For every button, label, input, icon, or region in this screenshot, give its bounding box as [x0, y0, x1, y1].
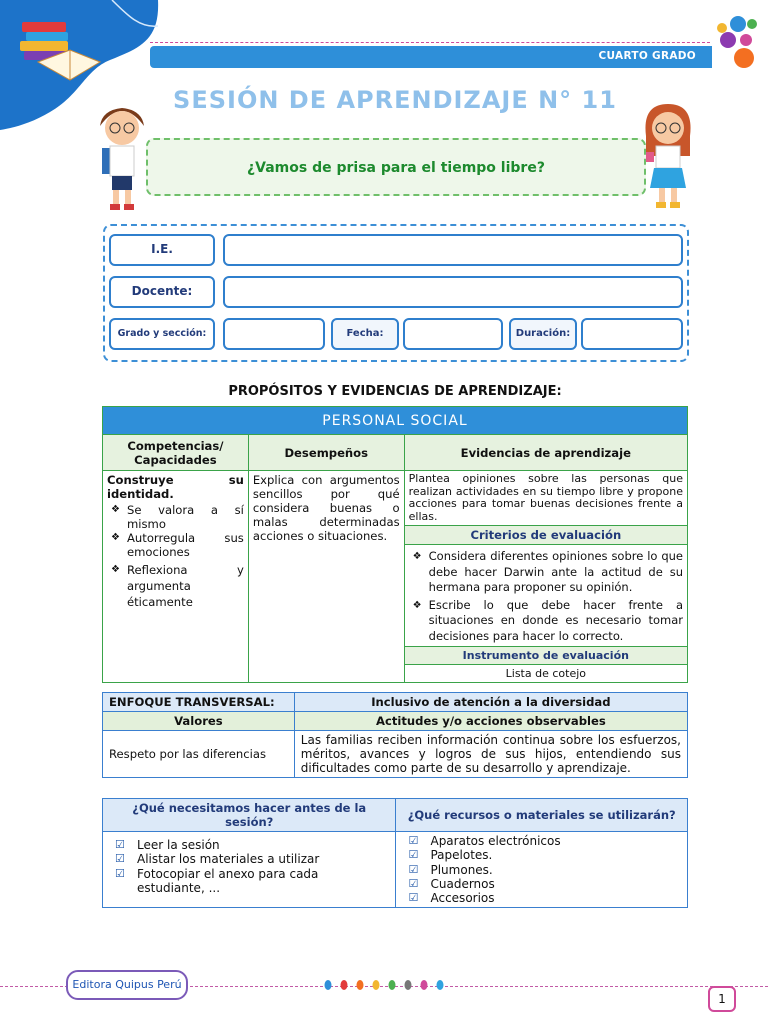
purposes-table	[102, 406, 688, 683]
recurso-item: ☑ Aparatos electrónicos	[402, 834, 681, 848]
actitudes-header: Actitudes y/o acciones observables	[294, 712, 687, 731]
antes-cell	[103, 832, 396, 908]
instrumento-title: Instrumento de evaluación	[404, 647, 687, 665]
antes-header: ¿Qué necesitamos hacer antes de la sesión?	[103, 799, 396, 832]
info-box	[103, 224, 689, 362]
actitud: Las familias reciben información continua sobre los esfuerzos, méritos, avances y logros de sus hijos, entendiendo sus dificultades como parte de su desarrollo y aprendizaje.	[294, 731, 687, 778]
criterios-title: Criterios de evaluación	[404, 526, 687, 545]
recurso-item: ☑ Papelotes.	[402, 848, 681, 862]
recurso-item: ☑ Cuadernos	[402, 877, 681, 891]
session-question: ¿Vamos de prisa para el tiempo libre?	[247, 160, 545, 176]
page-title: SESIÓN DE APRENDIZAJE N° 11	[173, 86, 617, 114]
recursos-cell	[396, 832, 688, 908]
desempeno: Explica con argumentos sencillos por qué considera buenas o malas determinadas acciones o situaciones.	[248, 471, 404, 683]
col-evidencias: Evidencias de aprendizaje	[404, 435, 687, 471]
area-title: PERSONAL SOCIAL	[103, 407, 688, 435]
duracion-field[interactable]	[581, 318, 683, 350]
criterio-item: ❖ Considera diferentes opiniones sobre lo que debe hacer Darwin ante la actitud de su hermana para proponer su opinión.	[409, 549, 683, 596]
grado-field[interactable]	[223, 318, 325, 350]
grade-label: CUARTO GRADO	[598, 50, 696, 62]
boy-illustration	[92, 96, 152, 214]
duracion-label: Duración:	[509, 318, 577, 350]
antes-item: ☑ Alistar los materiales a utilizar	[109, 852, 389, 866]
enfoque-table	[102, 692, 688, 778]
docente-field[interactable]	[223, 276, 683, 308]
recursos-header: ¿Qué recursos o materiales se utilizarán?	[396, 799, 688, 832]
antes-item: ☑ Leer la sesión	[109, 838, 389, 852]
girl-illustration	[638, 96, 698, 214]
criterio-item: ❖ Escribe lo que debe hacer frente a situaciones en donde es necesario tomar decisiones para hacer lo correcto.	[409, 598, 683, 645]
enfoque-value: Inclusivo de atención a la diversidad	[294, 693, 687, 712]
col-desempenos: Desempeños	[248, 435, 404, 471]
ie-field[interactable]	[223, 234, 683, 266]
capacidad-item: ❖ Reflexiona y argumenta éticamente	[107, 562, 244, 610]
instrumento: Lista de cotejo	[404, 665, 687, 683]
criterios-cell	[404, 545, 687, 647]
page-number: 1	[708, 986, 736, 1012]
grade-bar	[150, 46, 712, 68]
section-title: PROPÓSITOS Y EVIDENCIAS DE APRENDIZAJE:	[228, 384, 562, 399]
session-question-box	[146, 138, 646, 196]
grado-label: Grado y sección:	[109, 318, 215, 350]
antes-item: ☑ Fotocopiar el anexo para cada estudiante, ...	[109, 867, 389, 896]
capacidad-item: ❖ Se valora a sí mismo	[107, 503, 244, 531]
valores-header: Valores	[103, 712, 295, 731]
col-competencias: Competencias/ Capacidades	[103, 435, 249, 471]
preparation-table	[102, 798, 688, 908]
recurso-item: ☑ Plumones.	[402, 863, 681, 877]
competencia-cell	[103, 471, 249, 683]
header-dashed-line	[150, 42, 710, 43]
competencia: Construye su identidad.	[107, 473, 244, 501]
capacidad-item: ❖ Autorregula sus emociones	[107, 531, 244, 559]
fecha-field[interactable]	[403, 318, 503, 350]
enfoque-label: ENFOQUE TRANSVERSAL:	[103, 693, 295, 712]
editorial-label: Editora Quipus Perú	[66, 970, 188, 1000]
evidencia: Plantea opiniones sobre las personas que realizan actividades en su tiempo libre y propone acciones para tomar buenas decisiones frente a ellas.	[404, 471, 687, 526]
valor: Respeto por las diferencias	[103, 731, 295, 778]
footer-pencils-decoration	[322, 977, 446, 997]
color-dots-decoration	[712, 14, 764, 70]
docente-label: Docente:	[109, 276, 215, 308]
ie-label: I.E.	[109, 234, 215, 266]
recurso-item: ☑ Accesorios	[402, 891, 681, 905]
fecha-label: Fecha:	[331, 318, 399, 350]
